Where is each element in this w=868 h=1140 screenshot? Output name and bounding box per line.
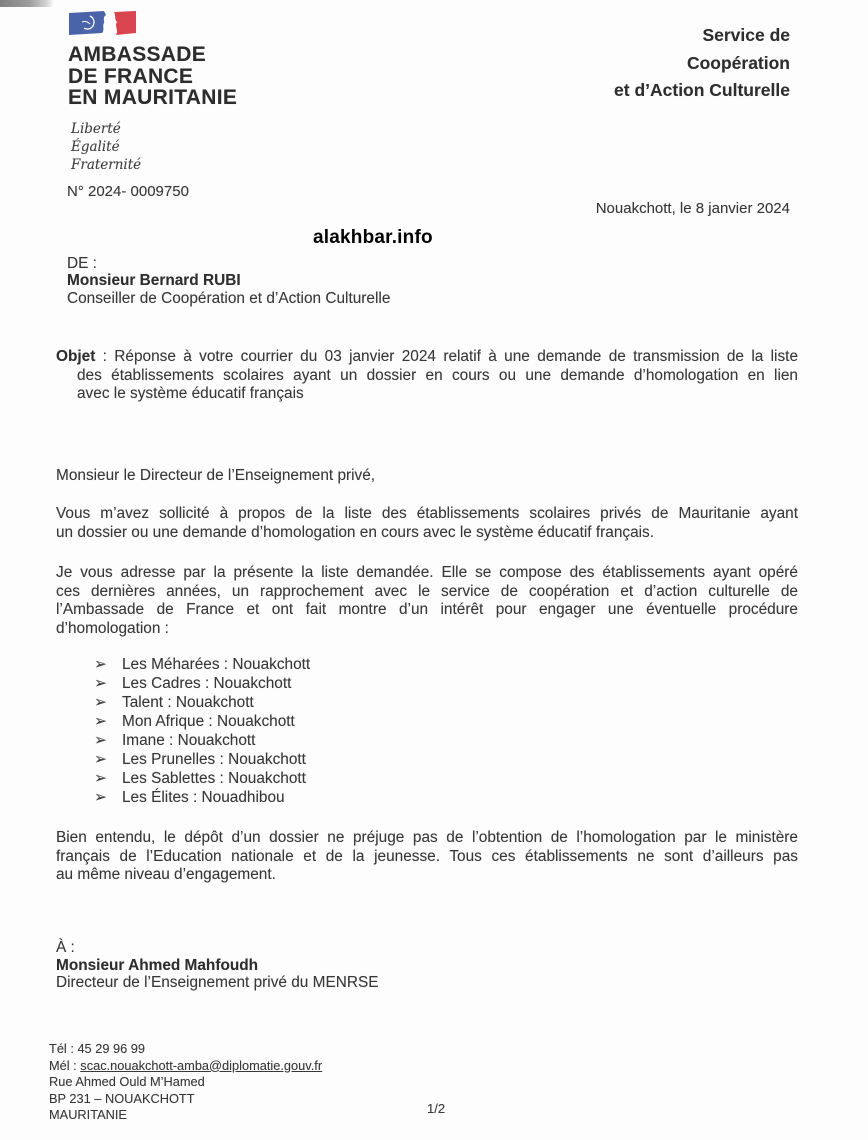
- text-line: au même niveau d’engagement.: [56, 866, 276, 883]
- service-title-line: Coopération: [686, 52, 790, 73]
- list-item: [94, 788, 310, 807]
- subject-separator: :: [95, 348, 115, 365]
- sender-name: Monsieur Bernard RUBI: [67, 272, 241, 290]
- school-name: Les Méharées : Nouakchott: [122, 656, 311, 673]
- footer-contact-block: [49, 1041, 322, 1124]
- service-title-line: Service de: [702, 25, 790, 45]
- recipient-title: Directeur de l’Enseignement privé du MENRSE: [56, 974, 379, 991]
- recipient-label: À :: [56, 939, 75, 956]
- site-watermark: alakhbar.info: [313, 227, 433, 248]
- school-name: Talent : Nouakchott: [122, 694, 254, 711]
- embassy-name-line: AMBASSADE: [68, 43, 207, 66]
- footer-email: scac.nouakchott-amba@diplomatie.gouv.fr: [80, 1057, 323, 1073]
- subject-line: [56, 348, 798, 367]
- subject-line: avec le système éducatif français: [77, 385, 304, 402]
- arrow-bullet-icon: ➢: [94, 732, 107, 749]
- footer-address-line: Rue Ahmed Ould M’Hamed: [49, 1074, 205, 1090]
- text-line: Vous m’avez sollicité à propos de la liste des établissements scolaires privés de Mauritanie ayant: [56, 505, 798, 522]
- school-name: Imane : Nouakchott: [122, 732, 256, 749]
- motto-line: Liberté: [71, 120, 121, 137]
- text-line: un dossier ou une demande d’homologation en cours avec le système éducatif français.: [56, 523, 655, 541]
- footer-email-line: [49, 1058, 322, 1075]
- republic-motto: [71, 120, 237, 174]
- footer-email-label: Mél :: [49, 1057, 81, 1073]
- body-paragraph-3: [56, 829, 798, 885]
- service-title-line: et d’Action Culturelle: [614, 80, 790, 100]
- arrow-bullet-icon: ➢: [94, 656, 107, 673]
- list-item: [94, 750, 310, 769]
- text-line: l’Ambassade de France et ont fait montre d’un intérêt pour engager une éventuelle procédure: [56, 601, 798, 618]
- motto-line: Égalité: [71, 138, 120, 155]
- arrow-bullet-icon: ➢: [94, 751, 107, 768]
- service-title: [614, 22, 790, 105]
- list-item: [94, 731, 310, 750]
- school-name: Les Élites : Nouadhibou: [122, 789, 285, 806]
- recipient-name: Monsieur Ahmed Mahfoudh: [56, 956, 259, 974]
- body-paragraph-1: [56, 505, 798, 542]
- motto-line: Fraternité: [71, 156, 142, 173]
- arrow-bullet-icon: ➢: [94, 694, 107, 711]
- subject-text: Réponse à votre courrier du 03 janvier 2024 relatif à une demande de transmission de la liste: [114, 348, 799, 365]
- list-item: [94, 769, 310, 788]
- sender-title: Conseiller de Coopération et d’Action Culturelle: [67, 289, 391, 307]
- school-list: [94, 655, 310, 807]
- embassy-name: [68, 44, 237, 109]
- footer-tel: Tél : 45 29 96 99: [49, 1041, 146, 1056]
- recipient-block: [56, 939, 379, 992]
- scan-artifact-top-left: [0, 0, 54, 7]
- school-name: Les Cadres : Nouakchott: [122, 675, 292, 692]
- sender-block: [67, 255, 390, 307]
- arrow-bullet-icon: ➢: [94, 770, 107, 787]
- school-name: Mon Afrique : Nouakchott: [122, 713, 295, 730]
- body-paragraph-2: [56, 564, 798, 638]
- list-item: [94, 712, 310, 731]
- text-line: d’homologation :: [56, 619, 169, 637]
- dateline: Nouakchott, le 8 janvier 2024: [595, 200, 790, 217]
- list-item: [94, 693, 310, 712]
- subject-block: [56, 348, 798, 404]
- page-number: 1/2: [427, 1101, 446, 1116]
- text-line: Je vous adresse par la présente la liste demandée. Elle se compose des établissements ayant opéré: [56, 564, 798, 581]
- school-name: Les Sablettes : Nouakchott: [122, 770, 306, 787]
- embassy-name-line: EN MAURITANIE: [68, 86, 238, 109]
- arrow-bullet-icon: ➢: [94, 675, 107, 692]
- arrow-bullet-icon: ➢: [94, 789, 107, 806]
- text-line: français de l’Education nationale et de la jeunesse. Tous ces établissements ne sont d’ailleurs pas: [56, 847, 798, 865]
- list-item: [94, 674, 310, 693]
- sender-label: DE :: [67, 255, 97, 272]
- letterhead: [68, 10, 237, 174]
- salutation: Monsieur le Directeur de l’Enseignement privé,: [56, 467, 376, 484]
- school-name: Les Prunelles : Nouakchott: [122, 751, 306, 768]
- list-item: [94, 655, 310, 674]
- subject-line: des établissements scolaires ayant un dossier en cours ou une demande d’homologation en lien: [77, 366, 798, 384]
- arrow-bullet-icon: ➢: [94, 713, 107, 730]
- embassy-name-line: DE FRANCE: [68, 64, 194, 88]
- footer-address-line: BP 231 – NOUAKCHOTT: [49, 1090, 195, 1106]
- text-line: ces dernières années, un rapprochement avec le service de coopération et d’action culturelle de: [56, 582, 798, 600]
- text-line: Bien entendu, le dépôt d’un dossier ne préjuge pas de l’obtention de l’homologation par le ministère: [56, 829, 798, 846]
- french-flag-logo-icon: [68, 10, 237, 37]
- footer-address-line: MAURITANIE: [49, 1107, 127, 1123]
- reference-number: N° 2024- 0009750: [67, 183, 189, 200]
- subject-label: Objet: [56, 348, 96, 365]
